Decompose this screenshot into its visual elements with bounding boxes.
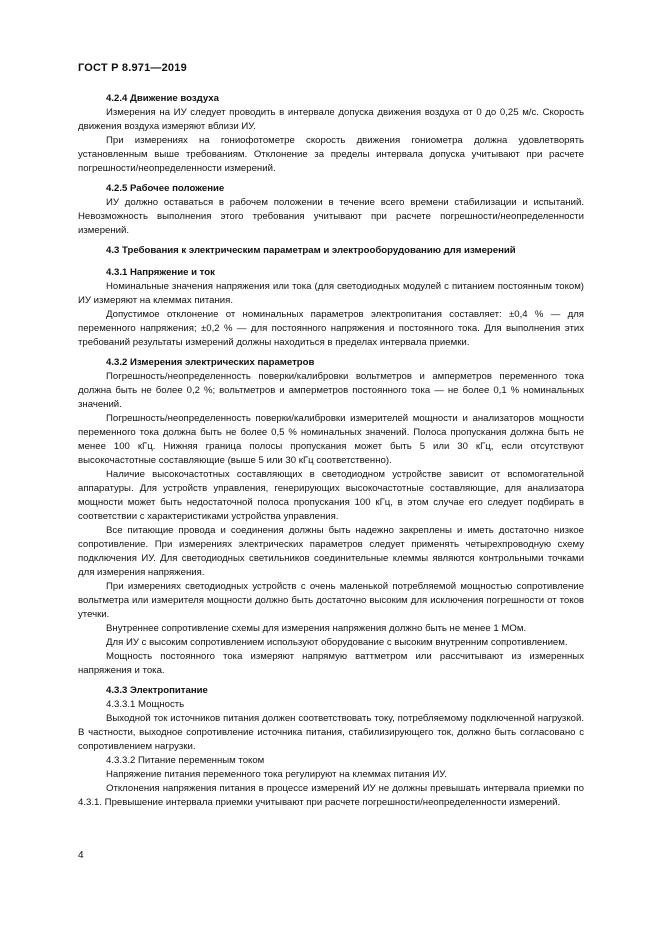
page-number: 4 [78, 850, 84, 861]
document-body [78, 90, 584, 810]
paragraph: Внутреннее сопротивление схемы для измерения напряжения должно быть не менее 1 МОм. [106, 623, 527, 634]
heading-4-3-1: 4.3.1 Напряжение и ток [106, 267, 215, 278]
subheading-4-3-3-1: 4.3.3.1 Мощность [106, 699, 185, 710]
paragraph: Номинальные значения напряжения или тока (для светодиодных модулей с питанием постоянным током) ИУ измеряют на клеммах питания. [78, 281, 584, 306]
document-header: ГОСТ Р 8.971—2019 [78, 62, 187, 74]
paragraph: Выходной ток источников питания должен соответствовать току, потребляемому подключенной нагрузкой. В частности, выходное сопротивление источника питания, стабилизирующего ток, должно быть согласовано с сопротивлением нагрузки. [78, 713, 584, 752]
paragraph: Наличие высокочастотных составляющих в светодиодном устройстве зависит от вспомогательной аппаратуры. Для устройств управления, генерирующих высокочастотные составляющие, для анализатора мощности может быть недостаточной полоса пропускания 100 кГц, в этом случае его следует подбирать в соответствии с характеристиками устройства управления. [78, 469, 584, 522]
heading-4-2-5: 4.2.5 Рабочее положение [106, 183, 225, 194]
paragraph: Отклонения напряжения питания в процессе измерений ИУ не должны превышать интервала приемки по 4.3.1. Превышение интервала приемки учитывают при расчете погрешности/неопределенности измерений. [78, 783, 584, 808]
paragraph: При измерениях на гониофотометре скорость движения гониометра должна удовлетворять установленным выше требованиям. Отклонение за пределы интервала допуска учитывают при расчете погрешности/неопределенности измерений. [78, 135, 584, 174]
paragraph: Погрешность/неопределенность поверки/калибровки измерителей мощности и анализаторов мощности переменного тока должна быть не более 0,5 % номинальных значений. Полоса пропускания должна быть не менее 100 кГц. Нижняя граница полосы пропускания может быть 5 или 30 кГц, если отсутствуют высокочастотные составляющие (выше 5 или 30 кГц соответственно). [78, 413, 584, 466]
subheading-4-3-3-2: 4.3.3.2 Питание переменным током [106, 755, 265, 766]
paragraph: Все питающие провода и соединения должны быть надежно закреплены и иметь достаточно низкое сопротивление. При измерениях электрических параметров следует применять четырехпроводную схему подключения ИУ. Для светодиодных светильников соединительные клеммы являются контрольными точками для измерения напряжения. [78, 525, 584, 578]
paragraph: При измерениях светодиодных устройств с очень маленькой потребляемой мощностью сопротивление вольтметра или измерителя мощности должно быть достаточно высоким для исключения погрешности от токов утечки. [78, 581, 584, 620]
paragraph: Напряжение питания переменного тока регулируют на клеммах питания ИУ. [106, 769, 447, 780]
paragraph: Для ИУ с высоким сопротивлением используют оборудование с высоким внутренним сопротивлением. [106, 637, 568, 648]
heading-4-3-3: 4.3.3 Электропитание [106, 685, 208, 696]
paragraph: Допустимое отклонение от номинальных параметров электропитания составляет: ±0,4 % — для переменного напряжения; ±0,2 % — для постоянного напряжения и постоянного тока. Для выполнения этих требований результаты измерений должны находиться в пределах интервала приемки. [78, 309, 584, 348]
paragraph: Мощность постоянного тока измеряют напрямую ваттметром или рассчитывают из измеренных напряжения и тока. [78, 651, 584, 676]
heading-4-3: 4.3 Требования к электрическим параметрам и электрооборудованию для измерений [106, 245, 516, 256]
heading-4-3-2: 4.3.2 Измерения электрических параметров [106, 357, 315, 368]
paragraph: ИУ должно оставаться в рабочем положении в течение всего времени стабилизации и испытаний. Невозможность выполнения этого требования учитывают при расчете погрешности/неопределенности измерений. [78, 197, 584, 236]
paragraph: Измерения на ИУ следует проводить в интервале допуска движения воздуха от 0 до 0,25 м/с. Скорость движения воздуха измеряют вблизи ИУ. [78, 107, 584, 132]
paragraph: Погрешность/неопределенность поверки/калибровки вольтметров и амперметров переменного тока должна быть не более 0,2 %; вольтметров и амперметров постоянного тока — не более 0,1 % номинальных значений. [78, 371, 584, 410]
heading-4-2-4: 4.2.4 Движение воздуха [106, 93, 219, 104]
